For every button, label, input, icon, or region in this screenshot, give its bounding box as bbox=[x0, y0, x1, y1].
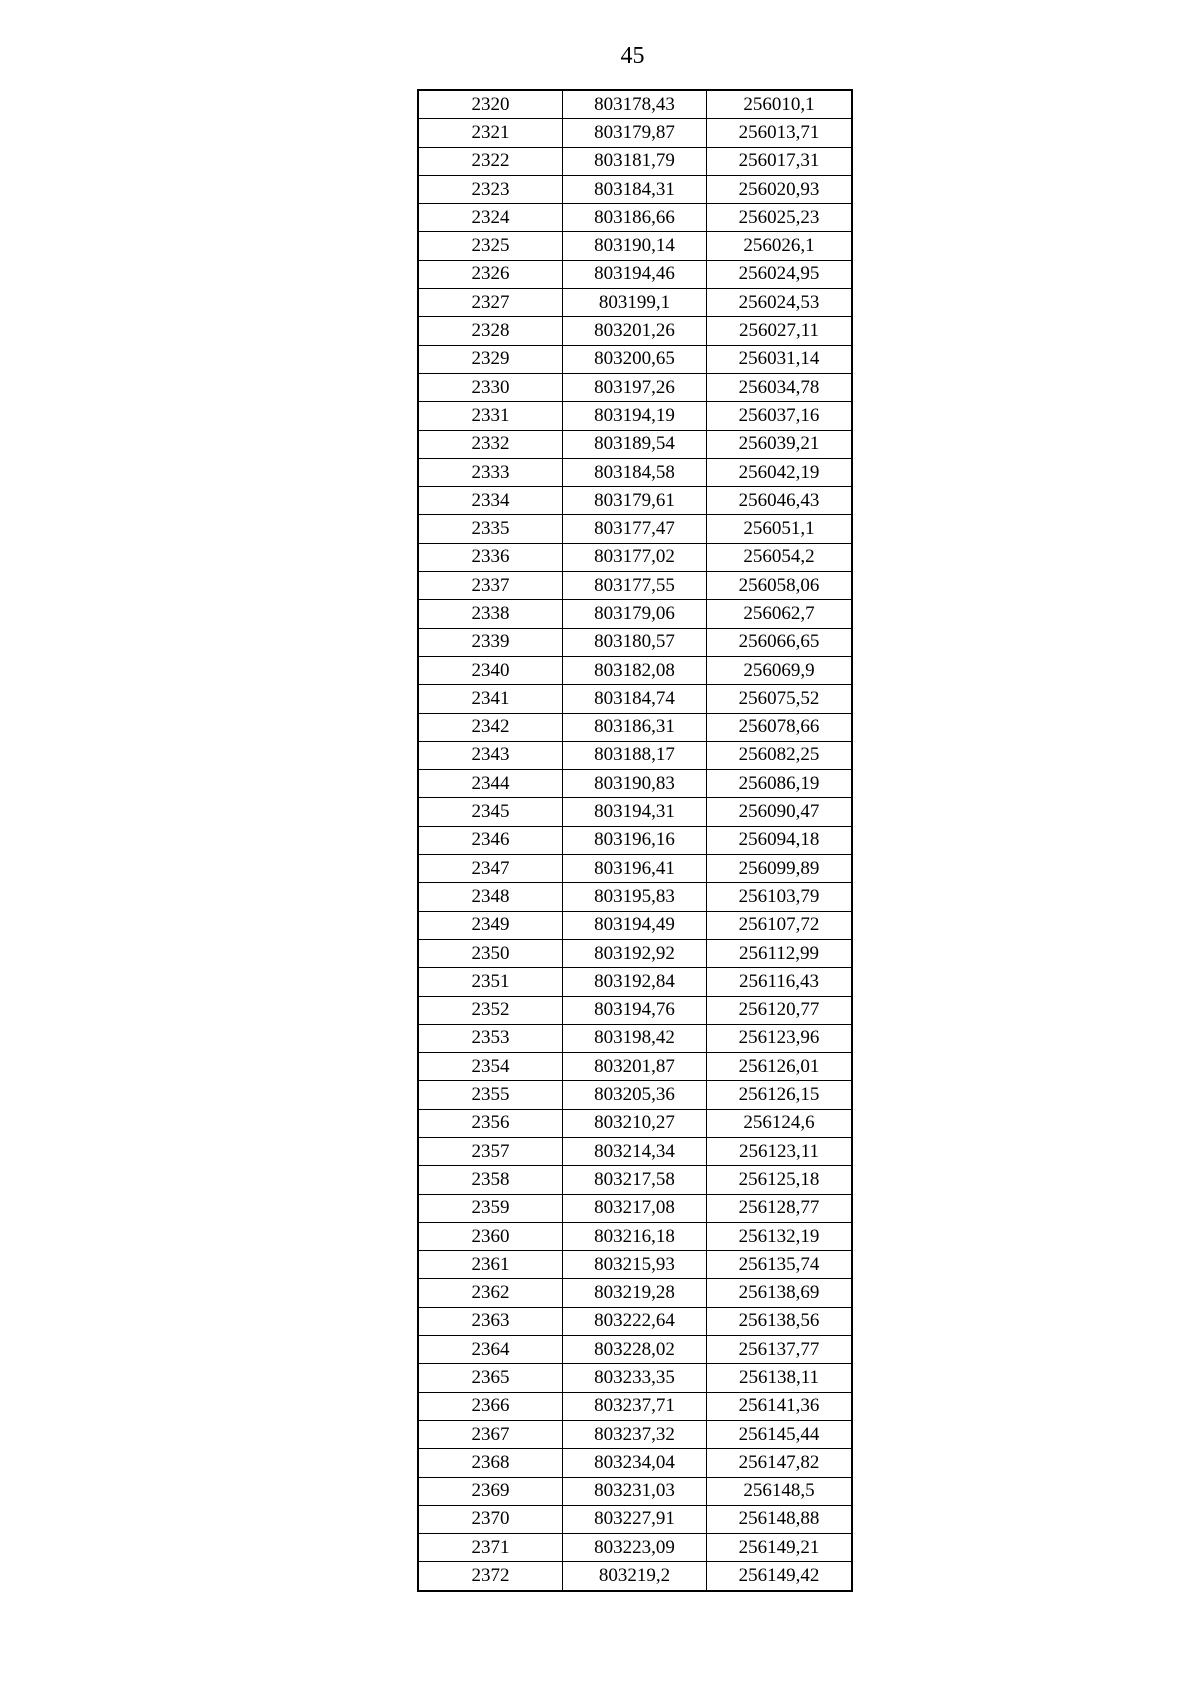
point-number-cell: 2345 bbox=[418, 798, 563, 826]
point-number-cell: 2351 bbox=[418, 968, 563, 996]
point-number-cell: 2325 bbox=[418, 232, 563, 260]
y-coordinate-cell: 256099,89 bbox=[707, 855, 853, 883]
x-coordinate-cell: 803194,31 bbox=[563, 798, 707, 826]
point-number-cell: 2328 bbox=[418, 317, 563, 345]
point-number-cell: 2357 bbox=[418, 1137, 563, 1165]
x-coordinate-cell: 803237,71 bbox=[563, 1392, 707, 1420]
point-number-cell: 2342 bbox=[418, 713, 563, 741]
y-coordinate-cell: 256039,21 bbox=[707, 430, 853, 458]
table-row bbox=[418, 1505, 852, 1533]
x-coordinate-cell: 803194,46 bbox=[563, 260, 707, 288]
x-coordinate-cell: 803228,02 bbox=[563, 1336, 707, 1364]
x-coordinate-cell: 803177,47 bbox=[563, 515, 707, 543]
table-row bbox=[418, 345, 852, 373]
y-coordinate-cell: 256116,43 bbox=[707, 968, 853, 996]
point-number-cell: 2340 bbox=[418, 656, 563, 684]
point-number-cell: 2339 bbox=[418, 628, 563, 656]
point-number-cell: 2329 bbox=[418, 345, 563, 373]
x-coordinate-cell: 803177,02 bbox=[563, 543, 707, 571]
point-number-cell: 2348 bbox=[418, 883, 563, 911]
table-row bbox=[418, 1364, 852, 1392]
y-coordinate-cell: 256031,14 bbox=[707, 345, 853, 373]
y-coordinate-cell: 256125,18 bbox=[707, 1166, 853, 1194]
x-coordinate-cell: 803201,87 bbox=[563, 1053, 707, 1081]
y-coordinate-cell: 256138,11 bbox=[707, 1364, 853, 1392]
y-coordinate-cell: 256138,56 bbox=[707, 1307, 853, 1335]
y-coordinate-cell: 256034,78 bbox=[707, 373, 853, 401]
point-number-cell: 2332 bbox=[418, 430, 563, 458]
table-row bbox=[418, 1024, 852, 1052]
y-coordinate-cell: 256138,69 bbox=[707, 1279, 853, 1307]
y-coordinate-cell: 256042,19 bbox=[707, 458, 853, 486]
table-row bbox=[418, 1279, 852, 1307]
page-number: 45 bbox=[620, 43, 645, 69]
x-coordinate-cell: 803196,16 bbox=[563, 826, 707, 854]
y-coordinate-cell: 256120,77 bbox=[707, 996, 853, 1024]
point-number-cell: 2371 bbox=[418, 1534, 563, 1562]
x-coordinate-cell: 803189,54 bbox=[563, 430, 707, 458]
y-coordinate-cell: 256123,11 bbox=[707, 1137, 853, 1165]
x-coordinate-cell: 803237,32 bbox=[563, 1420, 707, 1448]
table-row bbox=[418, 402, 852, 430]
table-row bbox=[418, 996, 852, 1024]
table-row bbox=[418, 1222, 852, 1250]
table-row bbox=[418, 543, 852, 571]
table-row bbox=[418, 430, 852, 458]
y-coordinate-cell: 256062,7 bbox=[707, 600, 853, 628]
point-number-cell: 2322 bbox=[418, 147, 563, 175]
x-coordinate-cell: 803186,66 bbox=[563, 204, 707, 232]
y-coordinate-cell: 256082,25 bbox=[707, 741, 853, 769]
x-coordinate-cell: 803184,74 bbox=[563, 685, 707, 713]
y-coordinate-cell: 256027,11 bbox=[707, 317, 853, 345]
x-coordinate-cell: 803214,34 bbox=[563, 1137, 707, 1165]
y-coordinate-cell: 256107,72 bbox=[707, 911, 853, 939]
point-number-cell: 2333 bbox=[418, 458, 563, 486]
point-number-cell: 2366 bbox=[418, 1392, 563, 1420]
x-coordinate-cell: 803179,06 bbox=[563, 600, 707, 628]
point-number-cell: 2354 bbox=[418, 1053, 563, 1081]
point-number-cell: 2361 bbox=[418, 1251, 563, 1279]
point-number-cell: 2369 bbox=[418, 1477, 563, 1505]
table-row bbox=[418, 883, 852, 911]
table-row bbox=[418, 656, 852, 684]
y-coordinate-cell: 256037,16 bbox=[707, 402, 853, 430]
table-row bbox=[418, 911, 852, 939]
y-coordinate-cell: 256058,06 bbox=[707, 572, 853, 600]
point-number-cell: 2365 bbox=[418, 1364, 563, 1392]
y-coordinate-cell: 256026,1 bbox=[707, 232, 853, 260]
y-coordinate-cell: 256025,23 bbox=[707, 204, 853, 232]
y-coordinate-cell: 256148,5 bbox=[707, 1477, 853, 1505]
x-coordinate-cell: 803200,65 bbox=[563, 345, 707, 373]
table-row bbox=[418, 1336, 852, 1364]
y-coordinate-cell: 256103,79 bbox=[707, 883, 853, 911]
table-row bbox=[418, 1194, 852, 1222]
point-number-cell: 2341 bbox=[418, 685, 563, 713]
x-coordinate-cell: 803231,03 bbox=[563, 1477, 707, 1505]
table-row bbox=[418, 770, 852, 798]
y-coordinate-cell: 256128,77 bbox=[707, 1194, 853, 1222]
point-number-cell: 2349 bbox=[418, 911, 563, 939]
x-coordinate-cell: 803181,79 bbox=[563, 147, 707, 175]
y-coordinate-cell: 256066,65 bbox=[707, 628, 853, 656]
x-coordinate-cell: 803216,18 bbox=[563, 1222, 707, 1250]
y-coordinate-cell: 256147,82 bbox=[707, 1449, 853, 1477]
point-number-cell: 2370 bbox=[418, 1505, 563, 1533]
y-coordinate-cell: 256054,2 bbox=[707, 543, 853, 571]
x-coordinate-cell: 803223,09 bbox=[563, 1534, 707, 1562]
y-coordinate-cell: 256075,52 bbox=[707, 685, 853, 713]
y-coordinate-cell: 256124,6 bbox=[707, 1109, 853, 1137]
table-row bbox=[418, 600, 852, 628]
point-number-cell: 2337 bbox=[418, 572, 563, 600]
table-row bbox=[418, 260, 852, 288]
x-coordinate-cell: 803180,57 bbox=[563, 628, 707, 656]
point-number-cell: 2356 bbox=[418, 1109, 563, 1137]
coordinates-table-body bbox=[418, 90, 852, 1591]
table-row bbox=[418, 1166, 852, 1194]
y-coordinate-cell: 256123,96 bbox=[707, 1024, 853, 1052]
x-coordinate-cell: 803199,1 bbox=[563, 289, 707, 317]
x-coordinate-cell: 803177,55 bbox=[563, 572, 707, 600]
y-coordinate-cell: 256017,31 bbox=[707, 147, 853, 175]
y-coordinate-cell: 256090,47 bbox=[707, 798, 853, 826]
y-coordinate-cell: 256137,77 bbox=[707, 1336, 853, 1364]
point-number-cell: 2347 bbox=[418, 855, 563, 883]
x-coordinate-cell: 803194,19 bbox=[563, 402, 707, 430]
x-coordinate-cell: 803188,17 bbox=[563, 741, 707, 769]
x-coordinate-cell: 803184,31 bbox=[563, 175, 707, 203]
table-row bbox=[418, 90, 852, 119]
x-coordinate-cell: 803233,35 bbox=[563, 1364, 707, 1392]
point-number-cell: 2368 bbox=[418, 1449, 563, 1477]
y-coordinate-cell: 256013,71 bbox=[707, 119, 853, 147]
x-coordinate-cell: 803194,49 bbox=[563, 911, 707, 939]
table-row bbox=[418, 1392, 852, 1420]
x-coordinate-cell: 803215,93 bbox=[563, 1251, 707, 1279]
point-number-cell: 2372 bbox=[418, 1562, 563, 1591]
y-coordinate-cell: 256112,99 bbox=[707, 939, 853, 967]
x-coordinate-cell: 803186,31 bbox=[563, 713, 707, 741]
x-coordinate-cell: 803210,27 bbox=[563, 1109, 707, 1137]
x-coordinate-cell: 803179,61 bbox=[563, 487, 707, 515]
x-coordinate-cell: 803219,28 bbox=[563, 1279, 707, 1307]
y-coordinate-cell: 256010,1 bbox=[707, 90, 853, 119]
point-number-cell: 2344 bbox=[418, 770, 563, 798]
x-coordinate-cell: 803190,14 bbox=[563, 232, 707, 260]
table-row bbox=[418, 1449, 852, 1477]
x-coordinate-cell: 803192,84 bbox=[563, 968, 707, 996]
point-number-cell: 2358 bbox=[418, 1166, 563, 1194]
y-coordinate-cell: 256141,36 bbox=[707, 1392, 853, 1420]
point-number-cell: 2360 bbox=[418, 1222, 563, 1250]
x-coordinate-cell: 803197,26 bbox=[563, 373, 707, 401]
y-coordinate-cell: 256148,88 bbox=[707, 1505, 853, 1533]
x-coordinate-cell: 803182,08 bbox=[563, 656, 707, 684]
point-number-cell: 2335 bbox=[418, 515, 563, 543]
y-coordinate-cell: 256069,9 bbox=[707, 656, 853, 684]
point-number-cell: 2350 bbox=[418, 939, 563, 967]
x-coordinate-cell: 803222,64 bbox=[563, 1307, 707, 1335]
table-row bbox=[418, 1251, 852, 1279]
y-coordinate-cell: 256020,93 bbox=[707, 175, 853, 203]
y-coordinate-cell: 256149,21 bbox=[707, 1534, 853, 1562]
x-coordinate-cell: 803219,2 bbox=[563, 1562, 707, 1591]
table-row bbox=[418, 1477, 852, 1505]
table-row bbox=[418, 119, 852, 147]
table-row bbox=[418, 317, 852, 345]
y-coordinate-cell: 256094,18 bbox=[707, 826, 853, 854]
x-coordinate-cell: 803192,92 bbox=[563, 939, 707, 967]
table-row bbox=[418, 1053, 852, 1081]
table-row bbox=[418, 572, 852, 600]
x-coordinate-cell: 803205,36 bbox=[563, 1081, 707, 1109]
y-coordinate-cell: 256051,1 bbox=[707, 515, 853, 543]
table-row bbox=[418, 939, 852, 967]
table-row bbox=[418, 713, 852, 741]
x-coordinate-cell: 803196,41 bbox=[563, 855, 707, 883]
x-coordinate-cell: 803194,76 bbox=[563, 996, 707, 1024]
point-number-cell: 2367 bbox=[418, 1420, 563, 1448]
table-row bbox=[418, 741, 852, 769]
point-number-cell: 2323 bbox=[418, 175, 563, 203]
table-row bbox=[418, 204, 852, 232]
y-coordinate-cell: 256046,43 bbox=[707, 487, 853, 515]
x-coordinate-cell: 803179,87 bbox=[563, 119, 707, 147]
y-coordinate-cell: 256145,44 bbox=[707, 1420, 853, 1448]
point-number-cell: 2320 bbox=[418, 90, 563, 119]
table-row bbox=[418, 685, 852, 713]
point-number-cell: 2338 bbox=[418, 600, 563, 628]
point-number-cell: 2321 bbox=[418, 119, 563, 147]
point-number-cell: 2327 bbox=[418, 289, 563, 317]
table-row bbox=[418, 798, 852, 826]
point-number-cell: 2326 bbox=[418, 260, 563, 288]
table-row bbox=[418, 147, 852, 175]
point-number-cell: 2359 bbox=[418, 1194, 563, 1222]
y-coordinate-cell: 256126,15 bbox=[707, 1081, 853, 1109]
table-row bbox=[418, 232, 852, 260]
point-number-cell: 2324 bbox=[418, 204, 563, 232]
y-coordinate-cell: 256126,01 bbox=[707, 1053, 853, 1081]
point-number-cell: 2353 bbox=[418, 1024, 563, 1052]
table-row bbox=[418, 1562, 852, 1591]
point-number-cell: 2330 bbox=[418, 373, 563, 401]
table-row bbox=[418, 855, 852, 883]
y-coordinate-cell: 256086,19 bbox=[707, 770, 853, 798]
point-number-cell: 2331 bbox=[418, 402, 563, 430]
coordinates-table bbox=[417, 89, 853, 1592]
point-number-cell: 2364 bbox=[418, 1336, 563, 1364]
x-coordinate-cell: 803184,58 bbox=[563, 458, 707, 486]
table-row bbox=[418, 1137, 852, 1165]
table-row bbox=[418, 1534, 852, 1562]
y-coordinate-cell: 256149,42 bbox=[707, 1562, 853, 1591]
x-coordinate-cell: 803217,58 bbox=[563, 1166, 707, 1194]
point-number-cell: 2343 bbox=[418, 741, 563, 769]
y-coordinate-cell: 256135,74 bbox=[707, 1251, 853, 1279]
table-row bbox=[418, 175, 852, 203]
x-coordinate-cell: 803234,04 bbox=[563, 1449, 707, 1477]
x-coordinate-cell: 803198,42 bbox=[563, 1024, 707, 1052]
point-number-cell: 2363 bbox=[418, 1307, 563, 1335]
x-coordinate-cell: 803227,91 bbox=[563, 1505, 707, 1533]
table-row bbox=[418, 1081, 852, 1109]
table-row bbox=[418, 826, 852, 854]
y-coordinate-cell: 256132,19 bbox=[707, 1222, 853, 1250]
table-row bbox=[418, 968, 852, 996]
point-number-cell: 2355 bbox=[418, 1081, 563, 1109]
x-coordinate-cell: 803217,08 bbox=[563, 1194, 707, 1222]
point-number-cell: 2362 bbox=[418, 1279, 563, 1307]
x-coordinate-cell: 803201,26 bbox=[563, 317, 707, 345]
table-row bbox=[418, 487, 852, 515]
point-number-cell: 2336 bbox=[418, 543, 563, 571]
y-coordinate-cell: 256024,53 bbox=[707, 289, 853, 317]
x-coordinate-cell: 803178,43 bbox=[563, 90, 707, 119]
table-row bbox=[418, 1109, 852, 1137]
x-coordinate-cell: 803190,83 bbox=[563, 770, 707, 798]
table-row bbox=[418, 1420, 852, 1448]
point-number-cell: 2352 bbox=[418, 996, 563, 1024]
y-coordinate-cell: 256024,95 bbox=[707, 260, 853, 288]
y-coordinate-cell: 256078,66 bbox=[707, 713, 853, 741]
table-row bbox=[418, 289, 852, 317]
table-row bbox=[418, 373, 852, 401]
table-row bbox=[418, 1307, 852, 1335]
x-coordinate-cell: 803195,83 bbox=[563, 883, 707, 911]
point-number-cell: 2334 bbox=[418, 487, 563, 515]
table-row bbox=[418, 628, 852, 656]
table-row bbox=[418, 515, 852, 543]
table-row bbox=[418, 458, 852, 486]
point-number-cell: 2346 bbox=[418, 826, 563, 854]
